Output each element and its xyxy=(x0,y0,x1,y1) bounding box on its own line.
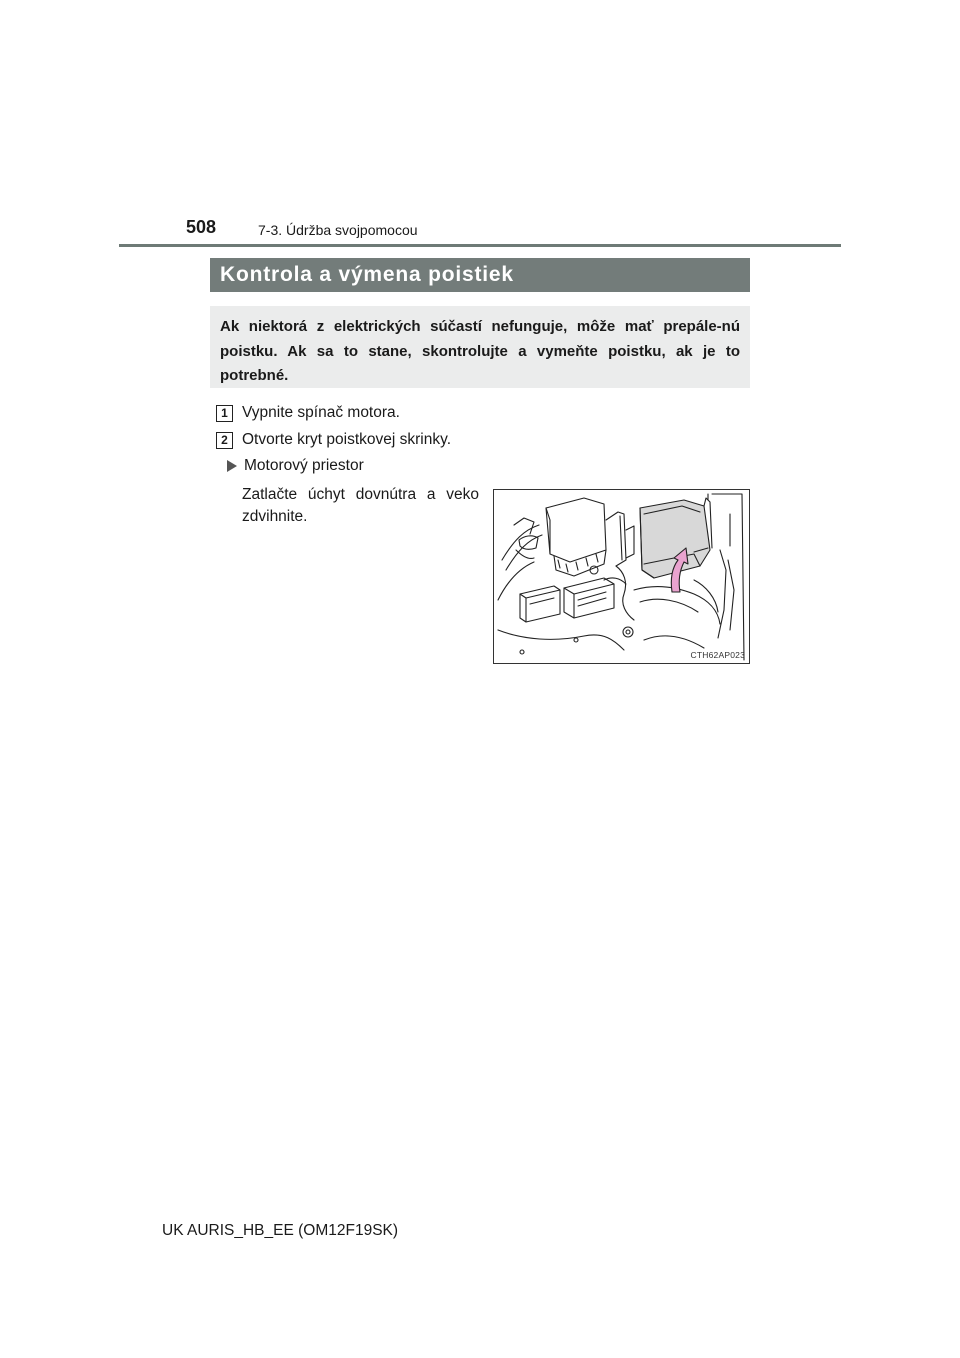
section-reference: 7-3. Údržba svojpomocou xyxy=(258,222,418,238)
instruction-text: Zatlačte úchyt dovnútra a veko zdvihnite. xyxy=(242,486,479,525)
figure-code: CTH62AP023 xyxy=(690,650,745,660)
section-title-bar xyxy=(210,258,750,292)
step-1 xyxy=(216,404,400,422)
step-2 xyxy=(216,431,451,449)
step-text: Otvorte kryt poistkovej skrinky. xyxy=(242,431,452,448)
section-title: Kontrola a výmena poistiek xyxy=(220,263,514,286)
sub-heading xyxy=(227,457,364,475)
step-number: 1 xyxy=(216,405,233,422)
header-divider xyxy=(119,244,841,247)
step-text: Vypnite spínač motora. xyxy=(242,404,400,421)
step-number: 2 xyxy=(216,432,233,449)
document-id: UK AURIS_HB_EE (OM12F19SK) xyxy=(162,1222,399,1239)
engine-bay-drawing xyxy=(494,490,749,663)
engine-fuse-box-illustration xyxy=(493,489,750,664)
triangle-bullet-icon xyxy=(227,460,237,472)
intro-text: Ak niektorá z elektrických súčastí nefunguje, môže mať prepále-nú poistku. Ak sa to stane, skontrolujte a vymeňte poistku, ak je to potrebné. xyxy=(220,318,740,384)
sub-heading-text: Motorový priestor xyxy=(244,457,364,474)
page-number: 508 xyxy=(186,217,217,237)
intro-box xyxy=(210,306,750,388)
